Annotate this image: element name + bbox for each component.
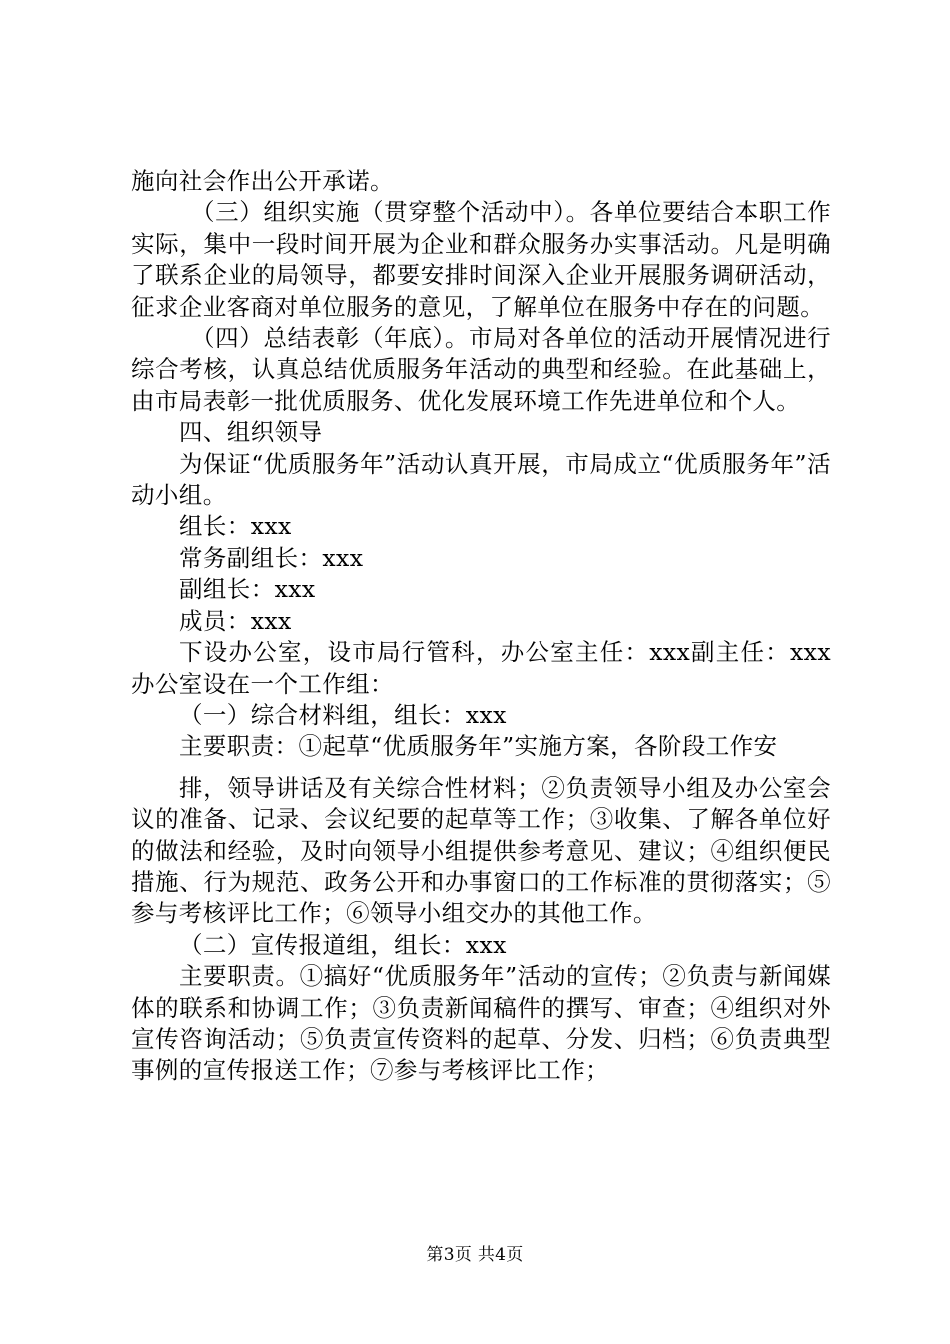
document-body [131,166,831,1087]
paragraph-establish-group: 为保证“优质服务年”活动认真开展，市局成立“优质服务年”活动小组。 [131,449,831,510]
paragraph-summary-award: （四）总结表彰（年底）。市局对各单位的活动开展情况进行综合考核，认真总结优质服务年活动的典型和经验。在此基础上，由市局表彰一批优质服务、优化发展环境工作先进单位和个人。 [131,324,831,415]
paragraph-commitment: 施向社会作出公开承诺。 [131,167,394,195]
paragraph-materials-duties: 排，领导讲话及有关综合性材料；②负责领导小组及办公室会议的准备、记录、会议纪要的起草等工作；③收集、了解各单位好的做法和经验，及时向领导小组提供参考意见、建议；④组织便民措施、行为规范、政务公开和办事窗口的工作标准的贯彻落实；⑤参与考核评比工作；⑥领导小组交办的其他工作。 [131,773,831,928]
paragraph-materials-duties-start: 主要职责：①起草“优质服务年”实施方案，各阶段工作安 [179,732,778,761]
page-number-footer: 第3页 共4页 [426,1245,524,1265]
executive-deputy-leader-line: 常务副组长：xxx [179,543,364,572]
paragraph-office-setup: 下设办公室，设市局行管科，办公室主任：xxx副主任：xxx办公室设在一个工作组： [131,638,831,698]
section-heading-organization: 四、组织领导 [179,418,323,447]
subheading-materials-group: （一）综合材料组，组长：xxx [179,700,507,729]
group-leader-line: 组长：xxx [179,512,292,541]
paragraph-publicity-duties: 主要职责。①搞好“优质服务年”活动的宣传；②负责与新闻媒体的联系和协调工作；③负责新闻稿件的撰写、审查；④组织对外宣传咨询活动；⑤负责宣传资料的起草、分发、归档；⑥负责典型事例的宣传报送工作；⑦参与考核评比工作； [131,962,831,1085]
deputy-leader-line: 副组长：xxx [179,575,316,604]
paragraph-implementation: （三）组织实施（贯穿整个活动中）。各单位要结合本职工作实际，集中一段时间开展为企业和群众服务办实事活动。凡是明确了联系企业的局领导，都要安排时间深入企业开展服务调研活动，征求企业客商对单位服务的意见，了解单位在服务中存在的问题。 [131,198,831,321]
subheading-publicity-group: （二）宣传报道组，组长：xxx [179,930,507,959]
members-line: 成员：xxx [179,606,292,635]
